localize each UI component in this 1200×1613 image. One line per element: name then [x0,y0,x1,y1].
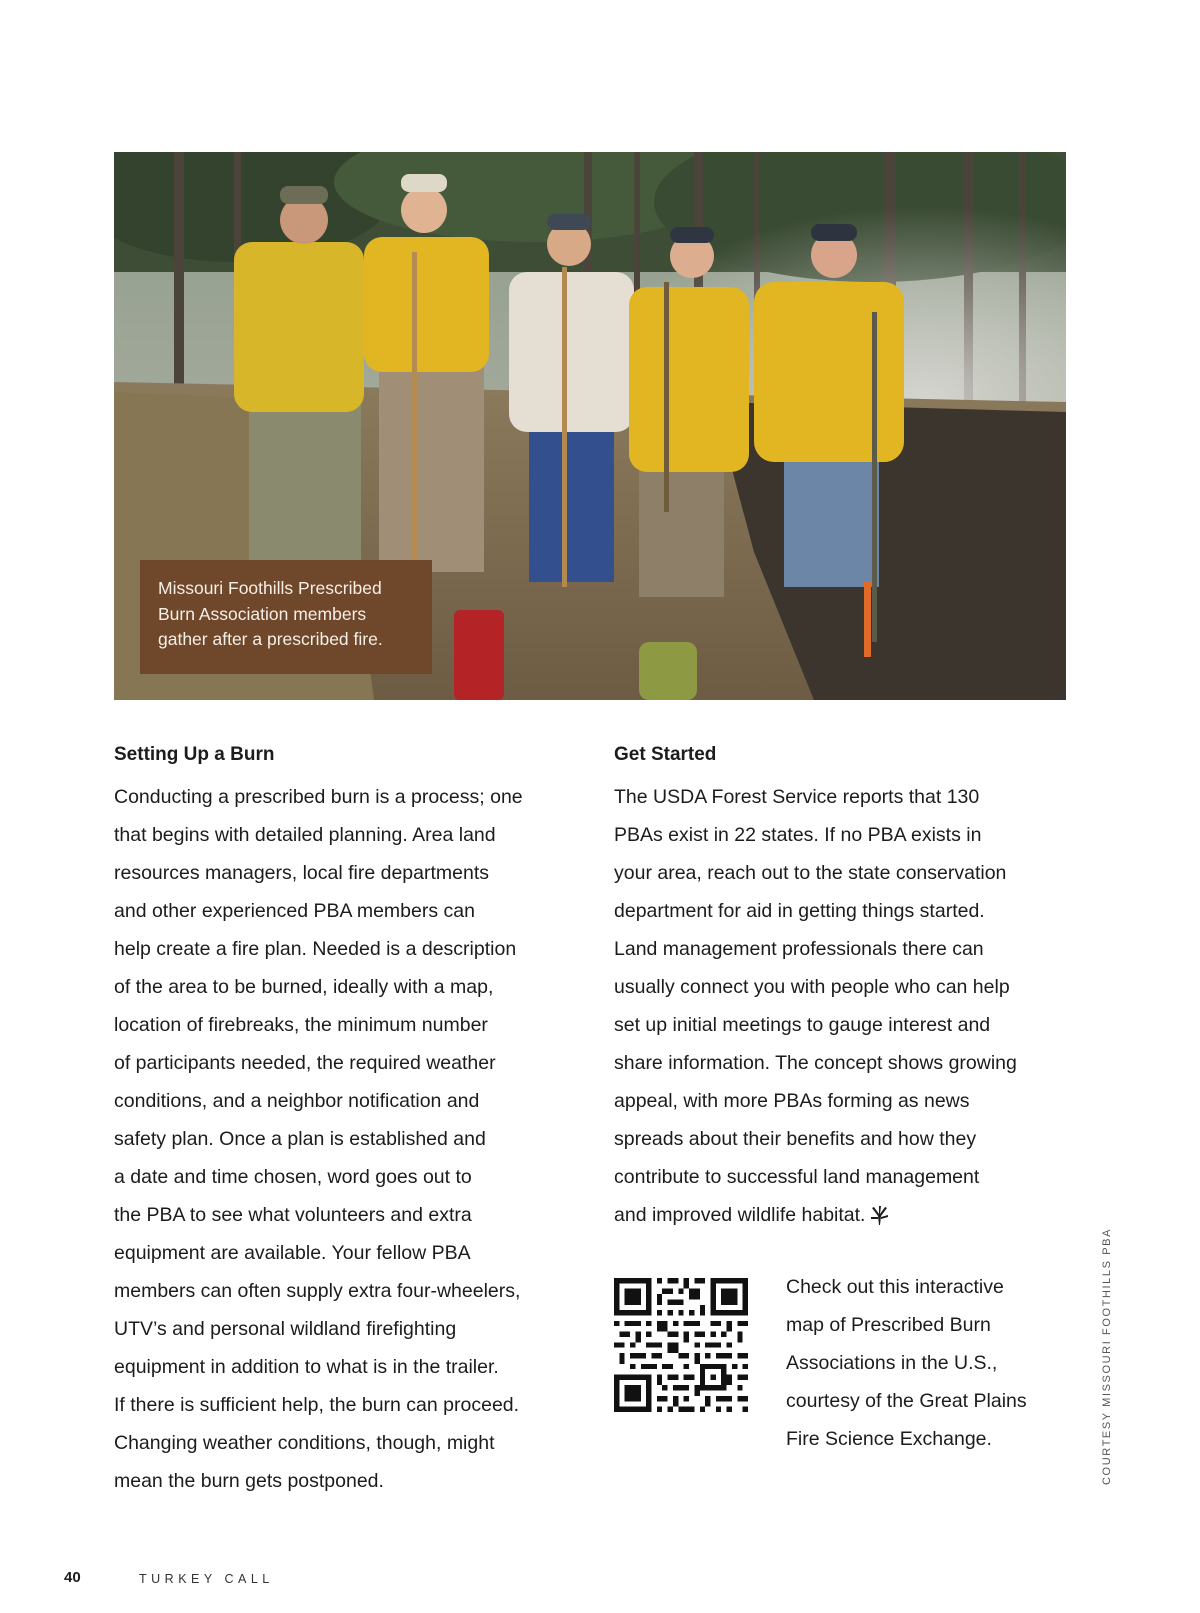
qr-code-graphic [614,1278,748,1412]
page-number: 40 [64,1569,81,1586]
body-line: the PBA to see what volunteers and extra [114,1204,472,1226]
body-line: members can often supply extra four-wheelers, [114,1280,521,1302]
caption-line: Burn Association members [158,603,367,624]
body-line: contribute to successful land management [614,1166,980,1188]
qr-text-line: map of Prescribed Burn [786,1314,991,1336]
caption-line: Missouri Foothills Prescribed [158,578,382,598]
body-line: Conducting a prescribed burn is a process; one [114,786,523,808]
body-line: Changing weather conditions, though, might [114,1432,495,1454]
body-line-last [614,1196,1074,1234]
body-line: safety plan. Once a plan is established and [114,1128,486,1150]
qr-description [786,1268,1076,1458]
body-line: that begins with detailed planning. Area land [114,824,496,846]
photo-caption [140,560,432,674]
body-line: and other experienced PBA members can [114,900,475,922]
section-heading-get-started: Get Started [614,744,717,765]
qr-text-line: Associations in the U.S., [786,1352,998,1374]
body-line: equipment in addition to what is in the trailer. [114,1356,499,1378]
section-heading-setting-up: Setting Up a Burn [114,744,275,765]
body-line: of the area to be burned, ideally with a map, [114,976,494,998]
caption-line: gather after a prescribed fire. [158,629,383,649]
body-line-text: and improved wildlife habitat. [614,1204,866,1226]
body-line: PBAs exist in 22 states. If no PBA exists in [614,824,982,846]
body-line: UTV’s and personal wildland firefighting [114,1318,457,1340]
body-line: a date and time chosen, word goes out to [114,1166,472,1188]
magazine-name: TURKEY CALL [139,1572,274,1586]
body-line: of participants needed, the required weather [114,1052,496,1074]
body-line: conditions, and a neighbor notification and [114,1090,480,1112]
right-column [614,742,1074,1234]
body-line: spreads about their benefits and how they [614,1128,977,1150]
body-line: appeal, with more PBAs forming as news [614,1090,970,1112]
qr-text-line: courtesy of the Great Plains [786,1390,1027,1412]
body-line: department for aid in getting things started. [614,900,985,922]
body-line: equipment are available. Your fellow PBA [114,1242,471,1264]
left-column [114,742,584,1500]
body-line: Land management professionals there can [614,938,984,960]
turkey-track-end-icon [869,1206,889,1226]
body-line: The USDA Forest Service reports that 130 [614,786,980,808]
body-line: help create a fire plan. Needed is a description [114,938,517,960]
body-line: mean the burn gets postponed. [114,1470,384,1492]
body-line: resources managers, local fire departments [114,862,490,884]
body-line: your area, reach out to the state conservation [614,862,1007,884]
hero-photo [114,152,1066,700]
qr-text-line: Check out this interactive [786,1276,1004,1298]
qr-code[interactable] [614,1278,748,1412]
photo-credit: COURTESY MISSOURI FOOTHILLS PBA [1101,1227,1113,1485]
body-line: set up initial meetings to gauge interest and [614,1014,991,1036]
qr-text-line: Fire Science Exchange. [786,1428,992,1450]
body-line: location of firebreaks, the minimum number [114,1014,488,1036]
photo-illustration [114,152,1066,700]
body-line: usually connect you with people who can help [614,976,1010,998]
body-line: If there is sufficient help, the burn can proceed. [114,1394,520,1416]
body-line: share information. The concept shows growing [614,1052,1017,1074]
